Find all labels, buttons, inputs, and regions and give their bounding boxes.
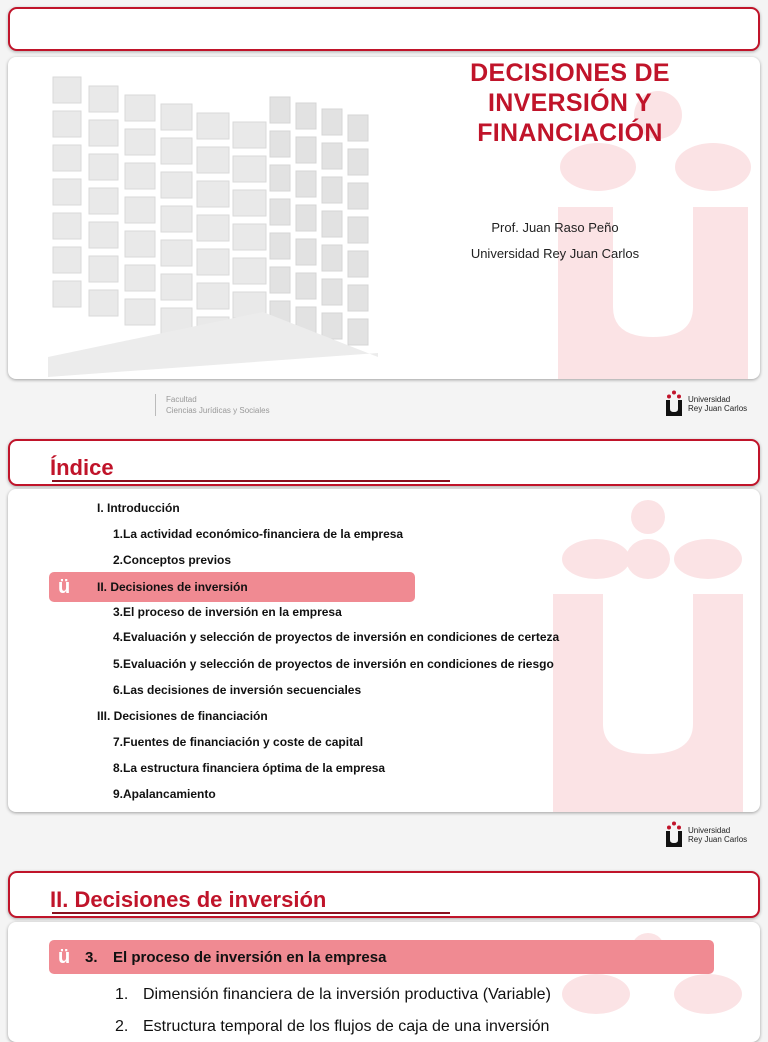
logo-line-2: Rey Juan Carlos [688, 404, 748, 413]
faculty-line-2: Ciencias Jurídicas y Sociales [166, 406, 270, 415]
building-window [270, 233, 290, 259]
building-window [89, 290, 118, 316]
building-window [53, 111, 81, 137]
urjc-watermark-icon [548, 922, 748, 1032]
logo-line-1: Universidad [688, 826, 731, 835]
index-item: 2.Conceptos previos [113, 553, 232, 567]
index-title: Índice [50, 455, 114, 480]
highlight-u-icon: ü [58, 576, 71, 598]
index-item: 4.Evaluación y selección de proyectos de inversión en condiciones de certeza [113, 630, 560, 644]
building-window [125, 231, 155, 257]
slide1-header-bar [8, 7, 760, 51]
index-item: 5.Evaluación y selección de proyectos de inversión en condiciones de riesgo [113, 657, 554, 671]
professor-name: Prof. Juan Raso Peño [491, 220, 619, 235]
building-window [125, 299, 155, 325]
index-item: 7.Fuentes de financiación y coste de capital [113, 735, 364, 749]
index-item: 6.Las decisiones de inversión secuenciales [113, 683, 362, 697]
urjc-logo-icon [664, 821, 684, 847]
building-window [296, 205, 316, 231]
section-title: II. Decisiones de inversión [50, 887, 327, 912]
title-line-3: FINANCIACIÓN [477, 119, 663, 147]
building-window [233, 122, 266, 148]
building-window [89, 256, 118, 282]
subitem-text: Estructura temporal de los flujos de caja de una inversión [143, 1018, 550, 1035]
building-window [270, 97, 290, 123]
building-window [197, 283, 229, 309]
building-window [296, 137, 316, 163]
building-window [53, 213, 81, 239]
building-window [296, 103, 316, 129]
index-item: I. Introducción [97, 501, 180, 515]
subitem-number: 2. [115, 1018, 129, 1035]
building-window [270, 267, 290, 293]
faculty-label [155, 394, 270, 416]
building-window [161, 206, 192, 232]
faculty-line-1: Facultad [166, 395, 197, 404]
building-window [125, 265, 155, 291]
building-window [348, 183, 368, 209]
building-window [161, 138, 192, 164]
building-window [89, 188, 118, 214]
building-window [348, 319, 368, 345]
index-item: 3.El proceso de inversión en la empresa [113, 605, 342, 619]
building-window [322, 279, 342, 305]
building-window [348, 217, 368, 243]
building-window [348, 115, 368, 141]
building-window [89, 154, 118, 180]
building-window [197, 181, 229, 207]
highlight-u-icon: ü [58, 946, 71, 968]
building-window [125, 163, 155, 189]
index-item: 1.La actividad económico-financiera de la empresa [113, 527, 404, 541]
subitem-text: Dimensión financiera de la inversión productiva (Variable) [143, 986, 551, 1003]
index-item-active: II. Decisiones de inversión [97, 580, 248, 594]
building-window [89, 222, 118, 248]
building-window [348, 149, 368, 175]
building-window [348, 251, 368, 277]
building-window [348, 285, 368, 311]
index-item: III. Decisiones de financiación [97, 709, 268, 723]
logo-line-1: Universidad [688, 395, 731, 404]
building-window [233, 190, 266, 216]
logo-line-2: Rey Juan Carlos [688, 835, 748, 844]
building-window [322, 245, 342, 271]
building-window [296, 273, 316, 299]
building-window [125, 95, 155, 121]
building-window [161, 274, 192, 300]
building-window [233, 156, 266, 182]
building-window [197, 113, 229, 139]
index-title-underline [52, 480, 450, 482]
building-window [296, 239, 316, 265]
highlight-number: 3. [85, 949, 98, 966]
logo-text [688, 395, 747, 413]
building-window [197, 215, 229, 241]
building-window [270, 131, 290, 157]
building-window [53, 145, 81, 171]
building-window [233, 224, 266, 250]
urjc-logo-icon [664, 390, 684, 416]
title-line-1: DECISIONES DE [470, 59, 670, 87]
university-name: Universidad Rey Juan Carlos [470, 246, 640, 261]
building-window [53, 77, 81, 103]
building-window [89, 120, 118, 146]
building-window [161, 172, 192, 198]
building-window [161, 104, 192, 130]
slide2-header-bar [8, 439, 760, 486]
building-window [322, 177, 342, 203]
presentation-title [445, 58, 695, 148]
urjc-watermark-icon [548, 489, 748, 812]
subitem-number: 1. [115, 986, 129, 1003]
building-window [322, 313, 342, 339]
building-window [322, 109, 342, 135]
highlight-text: El proceso de inversión en la empresa [113, 949, 387, 966]
building-illustration [8, 57, 388, 379]
building-window [197, 147, 229, 173]
building-window [89, 86, 118, 112]
building-window [233, 258, 266, 284]
building-window [53, 281, 81, 307]
building-window [197, 249, 229, 275]
building-window [53, 247, 81, 273]
building-window [296, 171, 316, 197]
logo-text [688, 826, 747, 844]
building-window [322, 211, 342, 237]
index-item: 8.La estructura financiera óptima de la empresa [113, 761, 386, 775]
building-window [125, 197, 155, 223]
building-window [125, 129, 155, 155]
building-window [322, 143, 342, 169]
building-window [161, 240, 192, 266]
title-line-2: INVERSIÓN Y [488, 89, 652, 117]
section-title-underline [52, 912, 450, 914]
index-item: 9.Apalancamiento [113, 787, 216, 801]
building-window [270, 165, 290, 191]
building-window [270, 199, 290, 225]
building-window [53, 179, 81, 205]
